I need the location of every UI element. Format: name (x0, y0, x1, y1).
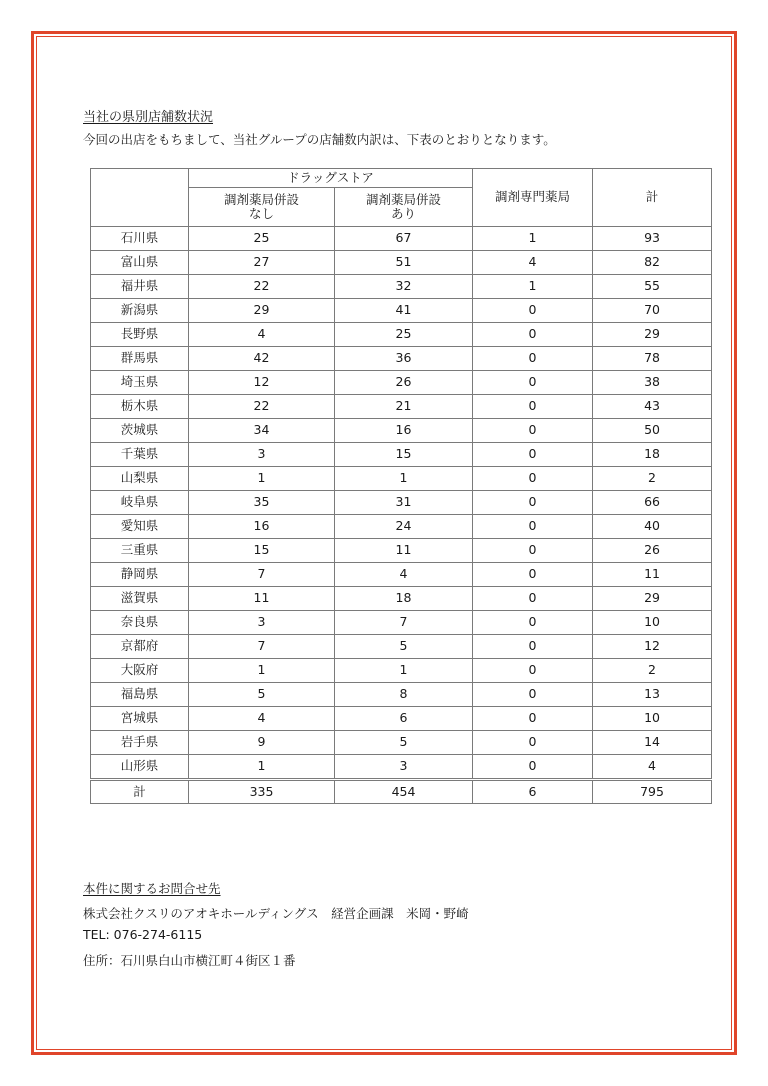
pharmacy-only-cell: 0 (473, 611, 593, 635)
total-cell: 40 (593, 515, 712, 539)
drugstore-with-pharmacy-cell: 16 (335, 419, 473, 443)
prefecture-cell: 茨城県 (91, 419, 189, 443)
total-cell: 70 (593, 299, 712, 323)
drugstore-with-pharmacy-cell: 1 (335, 467, 473, 491)
table-row (91, 755, 712, 780)
prefecture-cell: 埼玉県 (91, 371, 189, 395)
prefecture-cell: 三重県 (91, 539, 189, 563)
table-row (91, 635, 712, 659)
total-cell: 2 (593, 467, 712, 491)
prefecture-cell: 福井県 (91, 275, 189, 299)
table-row (91, 731, 712, 755)
total-cell: 10 (593, 707, 712, 731)
pharmacy-only-cell: 0 (473, 467, 593, 491)
drugstore-no-pharmacy-cell: 12 (189, 371, 335, 395)
drugstore-with-pharmacy-cell: 18 (335, 587, 473, 611)
total-cell: 82 (593, 251, 712, 275)
prefecture-cell: 千葉県 (91, 443, 189, 467)
drugstore-with-pharmacy-cell: 3 (335, 755, 473, 780)
total-drugstore-no-pharmacy: 335 (189, 780, 335, 804)
drugstore-with-pharmacy-cell: 21 (335, 395, 473, 419)
drugstore-no-pharmacy-cell: 29 (189, 299, 335, 323)
table-row (91, 563, 712, 587)
total-cell: 10 (593, 611, 712, 635)
pharmacy-only-cell: 0 (473, 635, 593, 659)
table-row (91, 683, 712, 707)
total-cell: 12 (593, 635, 712, 659)
pharmacy-only-cell: 1 (473, 275, 593, 299)
total-cell: 2 (593, 659, 712, 683)
header-with-pharmacy-yes: 調剤薬局併設 あり (335, 188, 473, 227)
drugstore-with-pharmacy-cell: 67 (335, 227, 473, 251)
pharmacy-only-cell: 0 (473, 395, 593, 419)
drugstore-no-pharmacy-cell: 42 (189, 347, 335, 371)
drugstore-with-pharmacy-cell: 6 (335, 707, 473, 731)
header-pharmacy-only: 調剤専門薬局 (473, 169, 593, 227)
prefecture-cell: 静岡県 (91, 563, 189, 587)
contact-tel: TEL: 076-274-6115 (83, 927, 203, 942)
drugstore-with-pharmacy-cell: 36 (335, 347, 473, 371)
store-count-table (90, 168, 712, 804)
drugstore-no-pharmacy-cell: 7 (189, 635, 335, 659)
drugstore-with-pharmacy-cell: 51 (335, 251, 473, 275)
header-prefecture (91, 169, 189, 227)
prefecture-cell: 滋賀県 (91, 587, 189, 611)
pharmacy-only-cell: 0 (473, 323, 593, 347)
pharmacy-only-cell: 0 (473, 371, 593, 395)
drugstore-with-pharmacy-cell: 11 (335, 539, 473, 563)
prefecture-cell: 奈良県 (91, 611, 189, 635)
pharmacy-only-cell: 0 (473, 563, 593, 587)
pharmacy-only-cell: 0 (473, 515, 593, 539)
drugstore-no-pharmacy-cell: 11 (189, 587, 335, 611)
prefecture-cell: 富山県 (91, 251, 189, 275)
total-cell: 29 (593, 323, 712, 347)
drugstore-with-pharmacy-cell: 8 (335, 683, 473, 707)
prefecture-cell: 京都府 (91, 635, 189, 659)
drugstore-with-pharmacy-cell: 31 (335, 491, 473, 515)
drugstore-no-pharmacy-cell: 25 (189, 227, 335, 251)
drugstore-no-pharmacy-cell: 3 (189, 443, 335, 467)
drugstore-no-pharmacy-cell: 9 (189, 731, 335, 755)
pharmacy-only-cell: 4 (473, 251, 593, 275)
drugstore-with-pharmacy-cell: 32 (335, 275, 473, 299)
grand-total: 795 (593, 780, 712, 804)
drugstore-with-pharmacy-cell: 25 (335, 323, 473, 347)
contact-title: 本件に関するお問合せ先 (83, 881, 221, 896)
total-row (91, 780, 712, 804)
drugstore-no-pharmacy-cell: 22 (189, 275, 335, 299)
total-pharmacy-only: 6 (473, 780, 593, 804)
table-row (91, 587, 712, 611)
pharmacy-only-cell: 0 (473, 683, 593, 707)
table-row (91, 251, 712, 275)
total-cell: 13 (593, 683, 712, 707)
drugstore-no-pharmacy-cell: 3 (189, 611, 335, 635)
pharmacy-only-cell: 0 (473, 539, 593, 563)
table-row (91, 275, 712, 299)
prefecture-cell: 岩手県 (91, 731, 189, 755)
pharmacy-only-cell: 0 (473, 731, 593, 755)
prefecture-cell: 山梨県 (91, 467, 189, 491)
drugstore-no-pharmacy-cell: 7 (189, 563, 335, 587)
pharmacy-only-cell: 0 (473, 347, 593, 371)
drugstore-with-pharmacy-cell: 4 (335, 563, 473, 587)
drugstore-no-pharmacy-cell: 4 (189, 707, 335, 731)
drugstore-with-pharmacy-cell: 5 (335, 635, 473, 659)
table-row (91, 299, 712, 323)
drugstore-with-pharmacy-cell: 7 (335, 611, 473, 635)
total-cell: 14 (593, 731, 712, 755)
total-cell: 4 (593, 755, 712, 780)
total-label: 計 (91, 780, 189, 804)
pharmacy-only-cell: 0 (473, 707, 593, 731)
table-row (91, 707, 712, 731)
prefecture-cell: 大阪府 (91, 659, 189, 683)
drugstore-with-pharmacy-cell: 26 (335, 371, 473, 395)
total-cell: 29 (593, 587, 712, 611)
drugstore-no-pharmacy-cell: 1 (189, 755, 335, 780)
total-drugstore-with-pharmacy: 454 (335, 780, 473, 804)
pharmacy-only-cell: 0 (473, 587, 593, 611)
prefecture-cell: 岐阜県 (91, 491, 189, 515)
total-cell: 43 (593, 395, 712, 419)
section-title: 当社の県別店舗数状況 (83, 110, 214, 125)
total-cell: 55 (593, 275, 712, 299)
header-total: 計 (593, 169, 712, 227)
table-row (91, 347, 712, 371)
drugstore-with-pharmacy-cell: 1 (335, 659, 473, 683)
intro-text: 今回の出店をもちまして、当社グループの店舗数内訳は、下表のとおりとなります。 (83, 132, 556, 147)
table-row (91, 227, 712, 251)
drugstore-with-pharmacy-cell: 5 (335, 731, 473, 755)
drugstore-no-pharmacy-cell: 27 (189, 251, 335, 275)
total-cell: 78 (593, 347, 712, 371)
drugstore-no-pharmacy-cell: 4 (189, 323, 335, 347)
table-row (91, 539, 712, 563)
prefecture-cell: 福島県 (91, 683, 189, 707)
prefecture-cell: 新潟県 (91, 299, 189, 323)
drugstore-no-pharmacy-cell: 5 (189, 683, 335, 707)
total-cell: 18 (593, 443, 712, 467)
contact-company: 株式会社クスリのアオキホールディングス 経営企画課 米岡・野崎 (83, 906, 469, 921)
prefecture-cell: 長野県 (91, 323, 189, 347)
total-cell: 66 (593, 491, 712, 515)
prefecture-cell: 宮城県 (91, 707, 189, 731)
prefecture-cell: 群馬県 (91, 347, 189, 371)
drugstore-with-pharmacy-cell: 24 (335, 515, 473, 539)
table-row (91, 395, 712, 419)
table-row (91, 611, 712, 635)
pharmacy-only-cell: 0 (473, 659, 593, 683)
prefecture-cell: 石川県 (91, 227, 189, 251)
drugstore-with-pharmacy-cell: 15 (335, 443, 473, 467)
drugstore-no-pharmacy-cell: 1 (189, 659, 335, 683)
contact-address: 住所：石川県白山市横江町４街区１番 (83, 953, 296, 968)
drugstore-with-pharmacy-cell: 41 (335, 299, 473, 323)
header-with-pharmacy-none: 調剤薬局併設 なし (189, 188, 335, 227)
drugstore-no-pharmacy-cell: 16 (189, 515, 335, 539)
drugstore-no-pharmacy-cell: 1 (189, 467, 335, 491)
total-cell: 11 (593, 563, 712, 587)
prefecture-cell: 山形県 (91, 755, 189, 780)
table-row (91, 515, 712, 539)
total-cell: 38 (593, 371, 712, 395)
drugstore-no-pharmacy-cell: 22 (189, 395, 335, 419)
table-row (91, 467, 712, 491)
pharmacy-only-cell: 0 (473, 299, 593, 323)
drugstore-no-pharmacy-cell: 15 (189, 539, 335, 563)
table-row (91, 659, 712, 683)
total-cell: 26 (593, 539, 712, 563)
total-cell: 50 (593, 419, 712, 443)
drugstore-no-pharmacy-cell: 35 (189, 491, 335, 515)
table-row (91, 419, 712, 443)
table-row (91, 491, 712, 515)
pharmacy-only-cell: 0 (473, 491, 593, 515)
total-cell: 93 (593, 227, 712, 251)
table-row (91, 443, 712, 467)
pharmacy-only-cell: 0 (473, 419, 593, 443)
table-row (91, 323, 712, 347)
pharmacy-only-cell: 1 (473, 227, 593, 251)
prefecture-cell: 栃木県 (91, 395, 189, 419)
drugstore-no-pharmacy-cell: 34 (189, 419, 335, 443)
pharmacy-only-cell: 0 (473, 755, 593, 780)
prefecture-cell: 愛知県 (91, 515, 189, 539)
table-row (91, 371, 712, 395)
pharmacy-only-cell: 0 (473, 443, 593, 467)
header-drugstore: ドラッグストア (189, 169, 473, 188)
